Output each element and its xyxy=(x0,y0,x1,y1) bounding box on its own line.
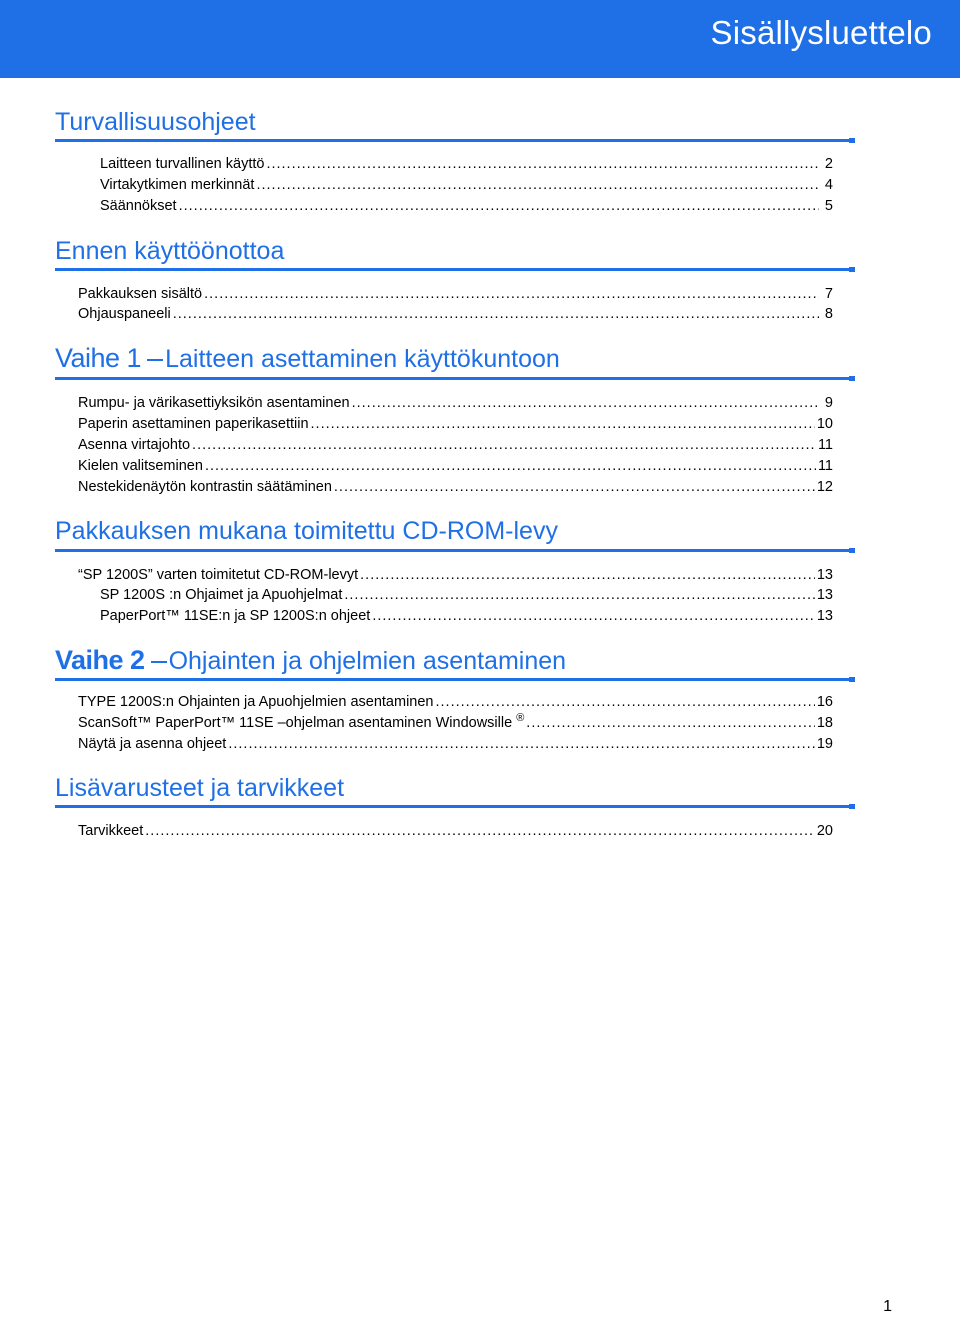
toc-entry[interactable] xyxy=(100,608,833,624)
toc-entry-label: Paperin asettaminen paperikasettiin xyxy=(78,416,309,432)
dot-leader xyxy=(360,567,815,583)
section-heading-accessories[interactable]: Lisävarusteet ja tarvikkeet xyxy=(55,774,345,802)
toc-entry-label: PaperPort™ 11SE:n ja SP 1200S:n ohjeet xyxy=(100,608,371,624)
toc-entry[interactable] xyxy=(100,198,833,214)
dot-leader xyxy=(334,479,815,495)
toc-entry[interactable] xyxy=(78,712,833,731)
dot-leader xyxy=(205,458,816,474)
toc-entry[interactable] xyxy=(100,156,833,172)
toc-entry[interactable] xyxy=(78,479,833,495)
toc-entry-page: 11 xyxy=(817,437,833,453)
dot-leader xyxy=(204,286,819,302)
dot-leader xyxy=(173,306,819,322)
toc-entry-page: 7 xyxy=(824,286,833,302)
toc-entry-label: Tarvikkeet xyxy=(78,823,144,839)
step-dash xyxy=(151,661,167,663)
dot-leader xyxy=(352,395,819,411)
section-rule xyxy=(55,377,855,380)
dot-leader xyxy=(372,608,815,624)
step-label: Vaihe 1 xyxy=(55,343,142,373)
toc-entry-label-text: ScanSoft™ PaperPort™ 11SE –ohjelman asentaminen Windowsille xyxy=(78,715,513,731)
toc-entry-page: 10 xyxy=(816,416,833,432)
toc-entry-label: Nestekidenäytön kontrastin säätäminen xyxy=(78,479,332,495)
toc-entry-page: 18 xyxy=(816,715,833,731)
dot-leader xyxy=(179,198,819,214)
toc-entry[interactable] xyxy=(100,177,833,193)
page-number: 1 xyxy=(883,1298,892,1315)
step-dash xyxy=(147,359,163,361)
dot-leader xyxy=(145,823,815,839)
toc-entry-page: 13 xyxy=(816,587,833,603)
toc-entry-label: Laitteen turvallinen käyttö xyxy=(100,156,265,172)
toc-entry-label: Näytä ja asenna ohjeet xyxy=(78,736,227,752)
toc-entry[interactable] xyxy=(78,286,833,302)
header-bar xyxy=(0,0,960,78)
dot-leader xyxy=(435,694,814,710)
section-heading-text: Ohjainten ja ohjelmien asentaminen xyxy=(168,647,567,675)
page-title: Sisällysluettelo xyxy=(710,14,932,51)
section-rule xyxy=(55,805,855,808)
toc-entry[interactable] xyxy=(78,823,833,839)
toc-entry-label: TYPE 1200S:n Ohjainten ja Apuohjelmien asentaminen xyxy=(78,694,434,710)
dot-leader xyxy=(344,587,815,603)
toc-entry[interactable] xyxy=(78,694,833,710)
toc-entry[interactable] xyxy=(78,736,833,752)
toc-entry-label: Ohjauspaneeli xyxy=(78,306,171,322)
toc-entry-label: “SP 1200S” varten toimitetut CD-ROM-levyt xyxy=(78,567,359,583)
toc-entry[interactable] xyxy=(78,395,833,411)
toc-entry-page: 20 xyxy=(816,823,833,839)
toc-entry-page: 4 xyxy=(824,177,833,193)
toc-entry-page: 13 xyxy=(816,567,833,583)
toc-entry-label: Säännökset xyxy=(100,198,177,214)
section-heading-safety[interactable]: Turvallisuusohjeet xyxy=(55,108,256,136)
toc-entry-label: Rumpu- ja värikasettiyksikön asentaminen xyxy=(78,395,350,411)
section-rule xyxy=(55,678,855,681)
toc-entry[interactable] xyxy=(100,587,833,603)
toc-entry-label: Asenna virtajohto xyxy=(78,437,191,453)
section-heading-step-2[interactable] xyxy=(55,645,566,676)
dot-leader xyxy=(192,437,816,453)
toc-entry[interactable] xyxy=(78,416,833,432)
toc-entry[interactable] xyxy=(78,567,833,583)
toc-entry-label: Virtakytkimen merkinnät xyxy=(100,177,255,193)
section-rule xyxy=(55,549,855,552)
dot-leader xyxy=(526,715,815,731)
section-heading-cd-rom[interactable]: Pakkauksen mukana toimitettu CD-ROM-levy xyxy=(55,517,558,545)
step-label: Vaihe 2 xyxy=(55,645,145,675)
toc-entry-page: 8 xyxy=(824,306,833,322)
toc-entry-label: SP 1200S :n Ohjaimet ja Apuohjelmat xyxy=(100,587,343,603)
toc-entry-page: 9 xyxy=(824,395,833,411)
dot-leader xyxy=(228,736,815,752)
toc-entry-page: 12 xyxy=(816,479,833,495)
toc-entry-page: 11 xyxy=(817,458,833,474)
toc-entry[interactable] xyxy=(78,306,833,322)
section-rule xyxy=(55,268,855,271)
dot-leader xyxy=(311,416,815,432)
toc-entry-page: 5 xyxy=(824,198,833,214)
toc-entry-label: Kielen valitseminen xyxy=(78,458,203,474)
section-heading-text: Laitteen asettaminen käyttökuntoon xyxy=(165,345,560,373)
toc-entry[interactable] xyxy=(78,437,833,453)
toc-entry-page: 19 xyxy=(816,736,833,752)
section-rule xyxy=(55,139,855,142)
section-heading-before-use[interactable]: Ennen käyttöönottoa xyxy=(55,237,285,265)
toc-entry-page: 16 xyxy=(816,694,833,710)
toc-entry-page: 2 xyxy=(824,156,833,172)
toc-entry[interactable] xyxy=(78,458,833,474)
toc-entry-label xyxy=(78,712,525,731)
registered-mark: ® xyxy=(516,712,525,725)
section-heading-step-1[interactable] xyxy=(55,343,560,374)
toc-entry-label: Pakkauksen sisältö xyxy=(78,286,203,302)
toc-entry-page: 13 xyxy=(816,608,833,624)
dot-leader xyxy=(266,156,819,172)
dot-leader xyxy=(256,177,819,193)
